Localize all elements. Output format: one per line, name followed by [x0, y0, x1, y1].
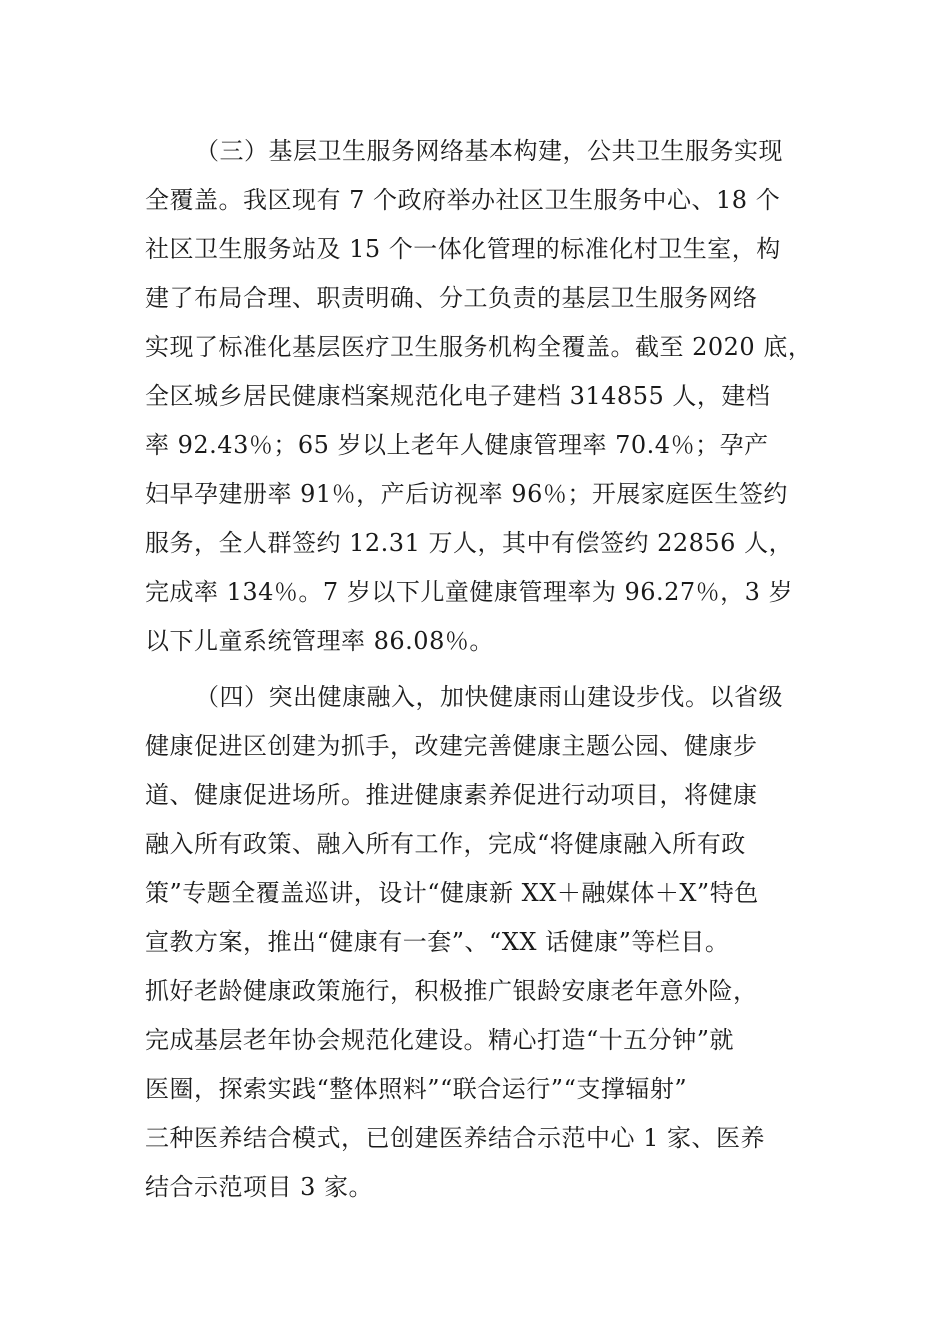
text-line: 策”专题全覆盖巡讲，设计“健康新 XX＋融媒体＋X”特色 [145, 879, 759, 907]
text-line: 道、健康促进场所。推进健康素养促进行动项目，将健康 [145, 781, 758, 809]
text-line: 三种医养结合模式，已创建医养结合示范中心 1 家、医养 [145, 1124, 766, 1152]
text-line: 抓好老龄健康政策施行，积极推广银龄安康老年意外险， [145, 977, 758, 1005]
text-line: 完成基层老年协会规范化建设。精心打造“十五分钟”就 [145, 1026, 735, 1054]
text-line: 社区卫生服务站及 15 个一体化管理的标准化村卫生室，构 [145, 235, 781, 263]
text-line: （三）基层卫生服务网络基本构建，公共卫生服务实现 [195, 137, 783, 165]
text-line: 医圈，探索实践“整体照料”“联合运行”“支撑辐射” [145, 1075, 688, 1103]
text-line: 健康促进区创建为抓手，改建完善健康主题公园、健康步 [145, 732, 758, 760]
text-line: 宣教方案，推出“健康有一套”、“XX 话健康”等栏目。 [145, 928, 730, 956]
text-line: 结合示范项目 3 家。 [145, 1173, 374, 1201]
text-line: 全区城乡居民健康档案规范化电子建档 314855 人，建档 [145, 382, 771, 410]
text-line: 完成率 134％。7 岁以下儿童健康管理率为 96.27％，3 岁 [145, 578, 794, 606]
text-line: 服务，全人群签约 12.31 万人，其中有偿签约 22856 人， [145, 529, 794, 557]
text-line: 妇早孕建册率 91％，产后访视率 96％；开展家庭医生签约 [145, 480, 788, 508]
paragraph-primary-care-network [145, 127, 815, 666]
paragraph-health-integration [145, 673, 815, 1212]
text-line: 融入所有政策、融入所有工作，完成“将健康融入所有政 [145, 830, 746, 858]
text-line: 建了布局合理、职责明确、分工负责的基层卫生服务网络 [145, 284, 758, 312]
text-line: 实现了标准化基层医疗卫生服务机构全覆盖。截至 2020 底， [145, 333, 813, 361]
text-line: 率 92.43％；65 岁以上老年人健康管理率 70.4％；孕产 [145, 431, 769, 459]
text-line: 以下儿童系统管理率 86.08％。 [145, 627, 494, 655]
text-line: （四）突出健康融入，加快健康雨山建设步伐。以省级 [195, 683, 783, 711]
text-line: 全覆盖。我区现有 7 个政府举办社区卫生服务中心、18 个 [145, 186, 781, 214]
